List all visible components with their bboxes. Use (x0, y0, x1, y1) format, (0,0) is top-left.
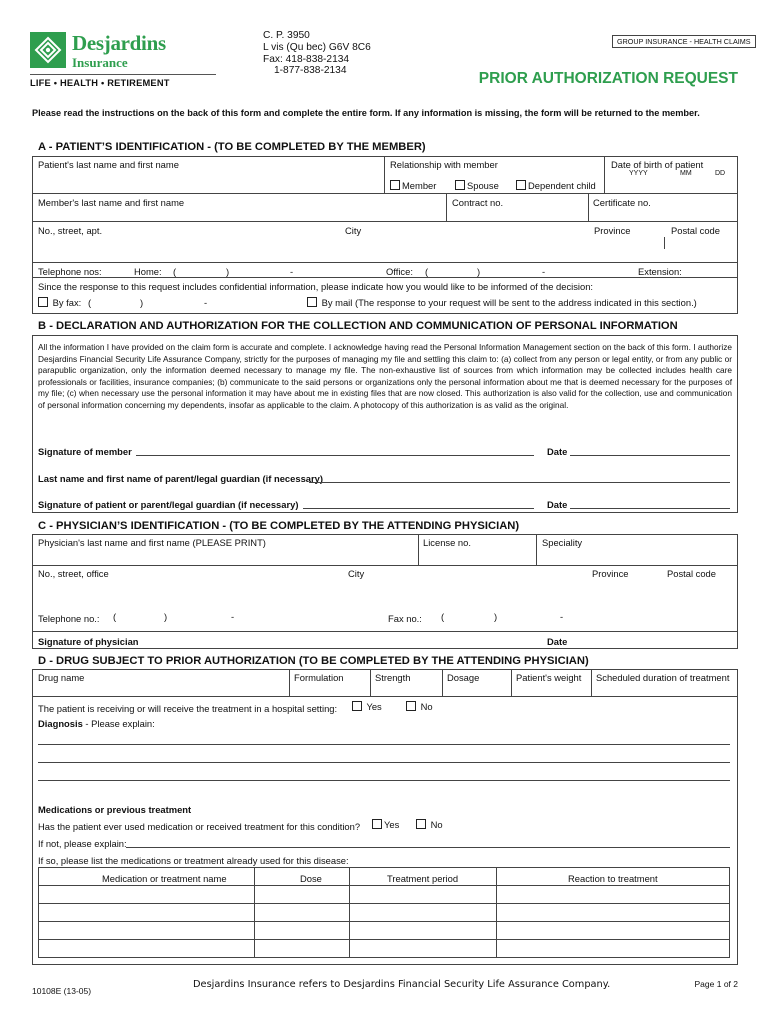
physician-signature-label: Signature of physician (38, 636, 139, 647)
section-d-title: D - DRUG SUBJECT TO PRIOR AUTHORIZATION (TO BE COMPLETED BY THE ATTENDING PHYSICIAN) (38, 655, 589, 667)
checkbox-icon (416, 819, 426, 829)
paren: ) (477, 266, 481, 277)
street-field[interactable]: No., street, apt. (38, 225, 103, 236)
weight-field[interactable]: Patient's weight (516, 672, 582, 683)
instructions: Please read the instructions on the back of this form and complete the entire form. If any information is missing, the form will be returned to the member. (32, 108, 700, 118)
brand-name: Desjardins (72, 31, 166, 55)
page-title: PRIOR AUTHORIZATION REQUEST (478, 70, 738, 87)
date-line[interactable] (570, 455, 730, 456)
checkbox-icon (455, 180, 465, 190)
form-code: 10108E (13-05) (32, 986, 92, 996)
diagnosis-line[interactable] (38, 780, 730, 781)
brand-tagline: LIFE • HEALTH • RETIREMENT (30, 78, 170, 88)
license-field[interactable]: License no. (423, 537, 471, 548)
extension-label: Extension: (638, 266, 682, 277)
dash: - (560, 611, 564, 622)
date-line[interactable] (570, 508, 730, 509)
section-b-title: B - DECLARATION AND AUTHORIZATION FOR THE COLLECTION AND COMMUNICATION OF PERSONAL INFORMATION (38, 320, 678, 332)
dash: - (204, 297, 208, 308)
fax-option[interactable]: By fax: (38, 297, 81, 308)
physician-postal-field[interactable]: Postal code (667, 568, 716, 579)
guardian-name-line[interactable] (309, 482, 730, 483)
medications-yes-checkbox[interactable]: Yes (372, 819, 399, 830)
authorization-text: All the information I have provided on the claim form is accurate and complete. I acknowledge having read the Personal Information Management section on the back of this form. I authorize Desjardins Financial Security Life Assurance Company, strictly for the purposes of managing my file and settling this claim to: (a) collect from any person or legal entity, or from any public or parapublic organization, only the information deemed necessary to manage my file. The non-exhaustive list of sources from which information may be collected includes health care professionals or facilities, insurance companies; (b) communicate to the said persons or organizations only the personal information about me that is deemed necessary for the purposes of my file; (c) when necessary use the personal information it may have about me in existing files that are now closed. This authorization is also valid for the collection, use and communication of personal information concerning my dependents, insofar as applicable to the claim. A photocopy of this authorization is as valid as the original. (38, 342, 732, 410)
duration-field[interactable]: Scheduled duration of treatment (596, 672, 730, 683)
signature-guardian-line[interactable] (303, 508, 534, 509)
logo-divider (30, 74, 216, 75)
section-c-title: C - PHYSICIAN’S IDENTIFICATION - (TO BE COMPLETED BY THE ATTENDING PHYSICIAN) (38, 520, 520, 532)
signature-guardian-label: Signature of patient or parent/legal guardian (if necessary) (38, 499, 299, 510)
medications-no-checkbox[interactable]: No (416, 819, 443, 830)
checkbox-icon (352, 701, 362, 711)
spouse-checkbox[interactable]: Spouse (455, 180, 499, 191)
signature-member-label: Signature of member (38, 446, 132, 457)
paren: ) (494, 611, 498, 622)
relationship-label: Relationship with member (390, 159, 498, 170)
dob-yyyy: YYYY (629, 170, 648, 177)
checkbox-icon (390, 180, 400, 190)
postal-field[interactable]: Postal code (671, 225, 720, 236)
dependent-checkbox[interactable]: Dependent child (516, 180, 596, 191)
strength-field[interactable]: Strength (375, 672, 411, 683)
telephone-label: Telephone nos: (38, 266, 102, 277)
medications-question: Has the patient ever used medication or received treatment for this condition? (38, 821, 361, 832)
medications-title: Medications or previous treatment (38, 804, 192, 815)
drug-name-field[interactable]: Drug name (38, 672, 85, 683)
if-not-line[interactable] (126, 847, 730, 848)
date-label: Date (547, 446, 568, 457)
hospital-question: The patient is receiving or will receive the treatment in a hospital setting: (38, 703, 338, 714)
dob-mm: MM (680, 170, 692, 177)
paren: ( (425, 266, 429, 277)
member-checkbox[interactable]: Member (390, 180, 436, 191)
city-field[interactable]: City (345, 225, 362, 236)
address-line: L vis (Qu bec) G6V 8C6 (263, 41, 371, 53)
form-category-badge: GROUP INSURANCE - HEALTH CLAIMS (612, 35, 756, 48)
footer-note: Desjardins Insurance refers to Desjardins Financial Security Life Assurance Company. (193, 979, 611, 990)
physician-fax-label: Fax no.: (388, 613, 422, 624)
certificate-field[interactable]: Certificate no. (593, 197, 651, 208)
table-header-medication: Medication or treatment name (102, 873, 227, 884)
paren: ( (173, 266, 177, 277)
address-line: Fax: 418-838-2134 (263, 53, 350, 65)
diagnosis-line[interactable] (38, 744, 730, 745)
physician-street-field[interactable]: No., street, office (38, 568, 109, 579)
signature-member-line[interactable] (136, 455, 534, 456)
physician-city-field[interactable]: City (348, 568, 365, 579)
section-a-title: A - PATIENT’S IDENTIFICATION - (TO BE COMPLETED BY THE MEMBER) (38, 141, 426, 153)
paren: ( (88, 297, 92, 308)
mail-option[interactable]: By mail (The response to your request will be sent to the address indicated in this section.) (307, 297, 697, 308)
dash: - (231, 611, 235, 622)
physician-telephone-label: Telephone no.: (38, 613, 100, 624)
checkbox-icon (406, 701, 416, 711)
hospital-yes-checkbox[interactable]: Yes (352, 701, 382, 712)
date-label: Date (547, 499, 568, 510)
response-note: Since the response to this request includes confidential information, please indicate how you would like to be informed of the decision: (38, 281, 594, 292)
dob-dd: DD (715, 170, 726, 177)
checkbox-icon (516, 180, 526, 190)
diagnosis-label: Diagnosis - Please explain: (38, 718, 155, 729)
office-label: Office: (386, 266, 413, 277)
paren: ) (140, 297, 144, 308)
patient-name-field[interactable]: Patient's last name and first name (38, 159, 179, 170)
table-header-reaction: Reaction to treatment (568, 873, 658, 884)
mailing-address (263, 30, 371, 77)
dash: - (290, 266, 294, 277)
dash: - (542, 266, 546, 277)
page-number: Page 1 of 2 (694, 979, 738, 989)
if-so-label: If so, please list the medications or treatment already used for this disease: (38, 855, 349, 866)
address-line: C. P. 3950 (263, 30, 310, 41)
physician-name-field[interactable]: Physician's last name and first name (PLEASE PRINT) (38, 537, 266, 548)
address-line: 1-877-838-2134 (274, 65, 347, 77)
formulation-field[interactable]: Formulation (294, 672, 344, 683)
brand-product: Insurance (72, 55, 128, 70)
province-field[interactable]: Province (594, 225, 631, 236)
paren: ) (164, 611, 168, 622)
paren: ) (226, 266, 230, 277)
dosage-field[interactable]: Dosage (447, 672, 480, 683)
contract-field[interactable]: Contract no. (452, 197, 504, 208)
if-not-label: If not, please explain: (38, 838, 127, 849)
physician-province-field[interactable]: Province (592, 568, 629, 579)
checkbox-icon (307, 297, 317, 307)
member-name-field[interactable]: Member's last name and first name (38, 197, 185, 208)
paren: ( (441, 611, 445, 622)
hospital-no-checkbox[interactable]: No (406, 701, 433, 712)
physician-date-label: Date (547, 636, 568, 647)
paren: ( (113, 611, 117, 622)
checkbox-icon (38, 297, 48, 307)
diagnosis-line[interactable] (38, 762, 730, 763)
speciality-field[interactable]: Speciality (542, 537, 583, 548)
checkbox-icon (372, 819, 382, 829)
guardian-name-label: Last name and first name of parent/legal guardian (if necessary) (38, 473, 323, 484)
table-header-dose: Dose (300, 873, 322, 884)
table-header-period: Treatment period (387, 873, 459, 884)
dob-label: Date of birth of patient (611, 159, 704, 170)
home-label: Home: (134, 266, 162, 277)
desjardins-logo-icon (30, 32, 66, 68)
